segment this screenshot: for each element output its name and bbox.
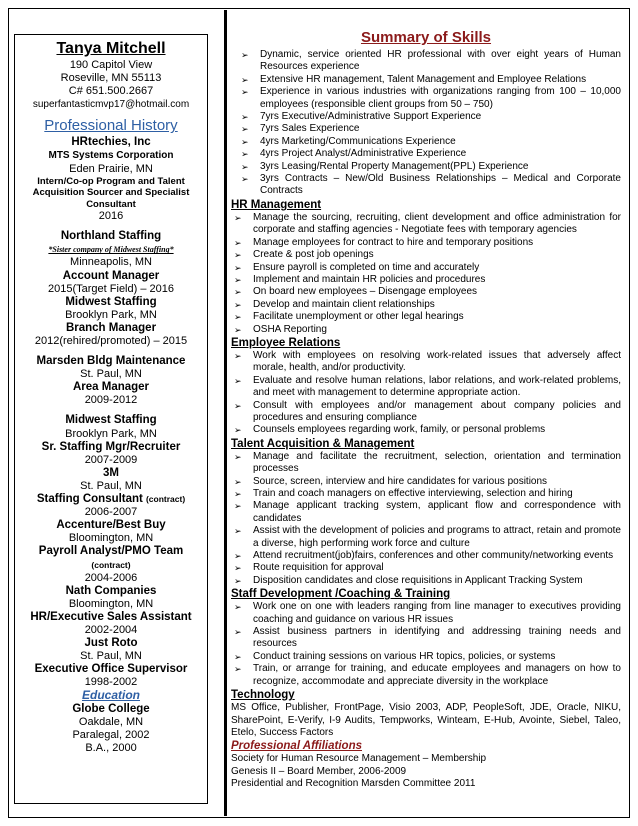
list-item-text: 3yrs Contracts – New/Old Business Relationships – Medical and Corporate Contracts [260,173,621,197]
list-item [231,424,621,436]
list-item-text: On board new employees – Disengage employees [253,286,478,298]
talent-acquisition-heading: Talent Acquisition & Management [231,437,415,450]
arrow-bullet-icon: ➢ [234,324,242,335]
job-1 [15,136,207,223]
dates: 2009-2012 [84,394,138,407]
arrow-bullet-icon: ➢ [234,551,242,562]
phone: C# 651.500.2667 [68,85,154,98]
education-entry [15,703,207,755]
list-item [231,525,621,550]
location: St. Paul, MN [80,479,142,492]
job-title: Staffing Consultant [36,493,143,506]
hr-management-list [231,212,621,336]
arrow-bullet-icon: ➢ [241,174,249,185]
arrow-bullet-icon: ➢ [234,375,242,386]
dates: 2006-2007 [84,506,138,519]
technology-text: MS Office, Publisher, FrontPage, Visio 2003, ADP, PeopleSoft, JDE, Oracle, NIKU, SharePoint, E-Verify, I-9 Audits, Tempworks, Winteam, E-Hub, Avointe, Siebel, Taleo, Etelo, Success Factors [231,702,621,738]
talent-acquisition-list [231,451,621,587]
arrow-bullet-icon: ➢ [241,74,249,85]
arrow-bullet-icon: ➢ [234,425,242,436]
job-title: Payroll Analyst/PMO Team [38,545,184,558]
list-item-text: Conduct training sessions on various HR topics, policies, or systems [253,650,556,662]
list-item [231,651,621,663]
list-item [231,575,621,587]
list-item-text: 4yrs Marketing/Communications Experience [260,135,456,147]
list-item [231,350,621,375]
affiliation-1: Society for Human Resource Management – Membership [231,753,487,765]
sub-company: MTS Systems Corporation [48,150,174,162]
list-item [231,500,621,525]
arrow-bullet-icon: ➢ [241,50,249,60]
company: HRtechies, Inc [71,136,151,149]
list-item-text: Train and coach managers on effective interviewing, selection and hiring [253,488,573,499]
arrow-bullet-icon: ➢ [234,287,242,298]
arrow-bullet-icon: ➢ [234,212,242,223]
list-item-text: Manage the sourcing, recruiting, client development and office administration for corporate and staffing agencies - Negotiate fees with temporary agencies [253,211,621,236]
location: Brooklyn Park, MN [65,427,157,440]
arrow-bullet-icon: ➢ [234,451,242,462]
company: Just Roto [84,637,138,650]
list-item-text: 4yrs Project Analyst/Administrative Experience [260,148,467,160]
list-item [231,451,621,476]
list-item-text: Experience in various industries with organizations ranging from 100 – 10,000 employees (responsible client groups from 50 – 750) [260,86,621,110]
address-line-2: Roseville, MN 55113 [60,72,162,85]
job-9 [15,637,207,689]
list-item-text: Consult with employees and/or management about company policies and procedures and ensuring compliance [253,399,621,423]
job-2 [15,230,207,295]
job-5 [15,414,207,466]
staff-development-list [231,601,621,688]
arrow-bullet-icon: ➢ [241,136,249,147]
list-item [231,324,621,336]
list-item-text: Attend recruitment(job)fairs, conferences and other community/networking events [253,550,614,562]
list-item-text: Ensure payroll is completed on time and accurately [253,261,480,273]
arrow-bullet-icon: ➢ [234,274,242,285]
list-item-text: Assist with the development of policies and programs to attract, retain and promote a diverse, high performing work force and culture [253,525,621,549]
list-item [231,488,621,500]
list-item-text: Dynamic, service oriented HR professional with over eight years of Human Resources experience [260,49,621,73]
list-item-text: Train, or arrange for training, and educate employees and managers on how to recognize, accommodate and appreciate diversity in the workplace [253,663,621,687]
company: Midwest Staffing [65,414,157,427]
arrow-bullet-icon: ➢ [234,237,242,248]
dates: 2002-2004 [84,623,138,636]
company: Midwest Staffing [65,295,157,308]
company: Marsden Bldg Maintenance [36,355,186,368]
location: St. Paul, MN [80,368,142,381]
dates: 2004-2006 [84,571,138,584]
arrow-bullet-icon: ➢ [234,563,242,574]
affiliation-2: Genesis II – Board Member, 2006-2009 [231,765,407,777]
dates: 1998-2002 [84,676,138,689]
list-item-text: Work with employees on resolving work-related issues that adversely affect morale, health, and/or productivity. [253,349,621,374]
list-item [231,212,621,237]
left-column [14,34,208,804]
arrow-bullet-icon: ➢ [234,489,242,499]
arrow-bullet-icon: ➢ [241,161,249,172]
location: Minneapolis, MN [70,256,152,269]
employee-relations-list [231,350,621,437]
arrow-bullet-icon: ➢ [234,627,242,638]
address-line-1: 190 Capitol View [69,59,153,71]
list-item [231,562,621,574]
job-3 [15,296,207,348]
company-note: *Sister company of Midwest Staffing* [48,245,174,255]
arrow-bullet-icon: ➢ [234,501,242,512]
list-item-text: Facilitate unemployment or other legal hearings [253,311,464,323]
company: Nath Companies [65,584,157,597]
job-title: Sr. Staffing Mgr/Recruiter [41,440,181,453]
job-title: Executive Office Supervisor [34,663,188,676]
list-item [231,249,621,261]
list-item [231,74,621,86]
list-item [231,601,621,626]
email: superfantasticmvp17@hotmail.com [32,99,190,111]
arrow-bullet-icon: ➢ [241,87,249,98]
list-item [231,237,621,249]
list-item-text: Manage employees for contract to hire and temporary positions [253,236,534,248]
list-item-text: 7yrs Executive/Administrative Support Experience [260,111,482,123]
list-item [231,311,621,323]
list-item [231,626,621,651]
dates: 2007-2009 [84,453,138,466]
program: Paralegal, 2002 [72,728,150,741]
affiliation-3: Presidential and Recognition Marsden Committee 2011 [231,778,476,790]
list-item [231,136,621,148]
job-8 [15,585,207,637]
list-item [231,274,621,286]
staff-development-heading: Staff Development /Coaching & Training [231,588,451,601]
arrow-bullet-icon: ➢ [234,602,242,613]
company: Accenture/Best Buy [56,519,166,532]
job-title-suffix: (contract) [145,494,186,505]
list-item-text: 7yrs Sales Experience [260,123,360,135]
technology-heading: Technology [231,689,295,702]
location: Bloomington, MN [68,532,154,545]
school-location: Oakdale, MN [78,715,144,728]
list-item [231,550,621,562]
job-7 [15,519,207,584]
arrow-bullet-icon: ➢ [241,112,249,123]
location: St. Paul, MN [80,650,142,663]
job-4 [15,355,207,407]
summary-list [231,49,621,198]
location: Brooklyn Park, MN [65,308,157,321]
list-item [231,375,621,400]
list-item [231,49,621,74]
list-item-text: Assist business partners in identifying and addressing training needs and resources [253,626,621,650]
list-item [231,148,621,160]
list-item [231,173,621,198]
column-divider [224,10,227,816]
list-item-text: Evaluate and resolve human relations, labor relations, and work-related problems, and meet with management to determine appropriate action. [253,374,621,399]
list-item-text: Counsels employees regarding work, family, or personal problems [253,424,546,436]
job-title: HR/Executive Sales Assistant [30,610,192,623]
list-item [231,663,621,688]
arrow-bullet-icon: ➢ [234,312,242,323]
arrow-bullet-icon: ➢ [234,250,242,261]
arrow-bullet-icon: ➢ [234,400,242,411]
list-item-text: Create & post job openings [253,249,374,261]
affiliations-heading: Professional Affiliations [231,740,362,753]
employee-relations-heading: Employee Relations [231,336,341,349]
list-item-text: 3yrs Leasing/Rental Property Management(PPL) Experience [260,160,529,172]
list-item [231,476,621,488]
candidate-name: Tanya Mitchell [56,40,166,57]
list-item [231,111,621,123]
list-item [231,262,621,274]
list-item [231,286,621,298]
degree: B.A., 2000 [85,741,137,754]
school: Globe College [72,702,150,715]
education-heading: Education [81,688,140,703]
hr-management-heading: HR Management [231,198,322,211]
history-heading: Professional History [44,117,178,135]
job-title: Area Manager [72,381,150,394]
dates: 2015(Target Field) – 2016 [48,282,174,295]
arrow-bullet-icon: ➢ [234,651,242,662]
list-item [231,400,621,425]
list-item [231,123,621,135]
arrow-bullet-icon: ➢ [234,262,242,273]
arrow-bullet-icon: ➢ [234,526,242,537]
arrow-bullet-icon: ➢ [234,476,242,487]
right-column [231,28,621,816]
company: Northland Staffing [60,230,162,243]
list-item-text: Manage and facilitate the recruitment, selection, orientation and termination processes [253,450,621,475]
list-item [231,161,621,173]
list-item-text: Disposition candidates and close requisitions in Applicant Tracking System [253,574,583,586]
list-item-text: Manage applicant tracking system, applicant flow and correspondence with candidates [253,500,621,524]
job-title-suffix: (contract) [91,559,131,570]
job-title: Intern/Co-op Program and Talent Acquisition Sourcer and Specialist Consultant [32,175,190,210]
list-item-text: OSHA Reporting [253,323,327,335]
arrow-bullet-icon: ➢ [234,575,242,586]
list-item-text: Implement and maintain HR policies and procedures [253,273,486,285]
list-item-text: Work one on one with leaders ranging from line manager to executives providing coaching and guidance on various HR issues [253,601,621,625]
company: 3M [103,466,119,479]
location: Bloomington, MN [68,597,154,610]
list-item-text: Route requisition for approval [253,562,384,574]
arrow-bullet-icon: ➢ [241,124,249,135]
list-item-text: Develop and maintain client relationships [253,298,435,310]
list-item [231,299,621,311]
arrow-bullet-icon: ➢ [234,350,242,361]
list-item-text: Extensive HR management, Talent Management and Employee Relations [260,73,587,85]
list-item-text: Source, screen, interview and hire candidates for various positions [253,475,548,487]
summary-title: Summary of Skills [360,29,492,46]
job-6 [15,467,207,519]
arrow-bullet-icon: ➢ [234,299,242,310]
arrow-bullet-icon: ➢ [234,664,242,675]
list-item [231,86,621,111]
job-title: Branch Manager [65,321,157,334]
location: Eden Prairie, MN [69,162,153,175]
dates: 2016 [98,210,124,223]
job-title: Account Manager [62,269,160,282]
dates: 2012(rehired/promoted) – 2015 [34,335,188,347]
arrow-bullet-icon: ➢ [241,149,249,160]
